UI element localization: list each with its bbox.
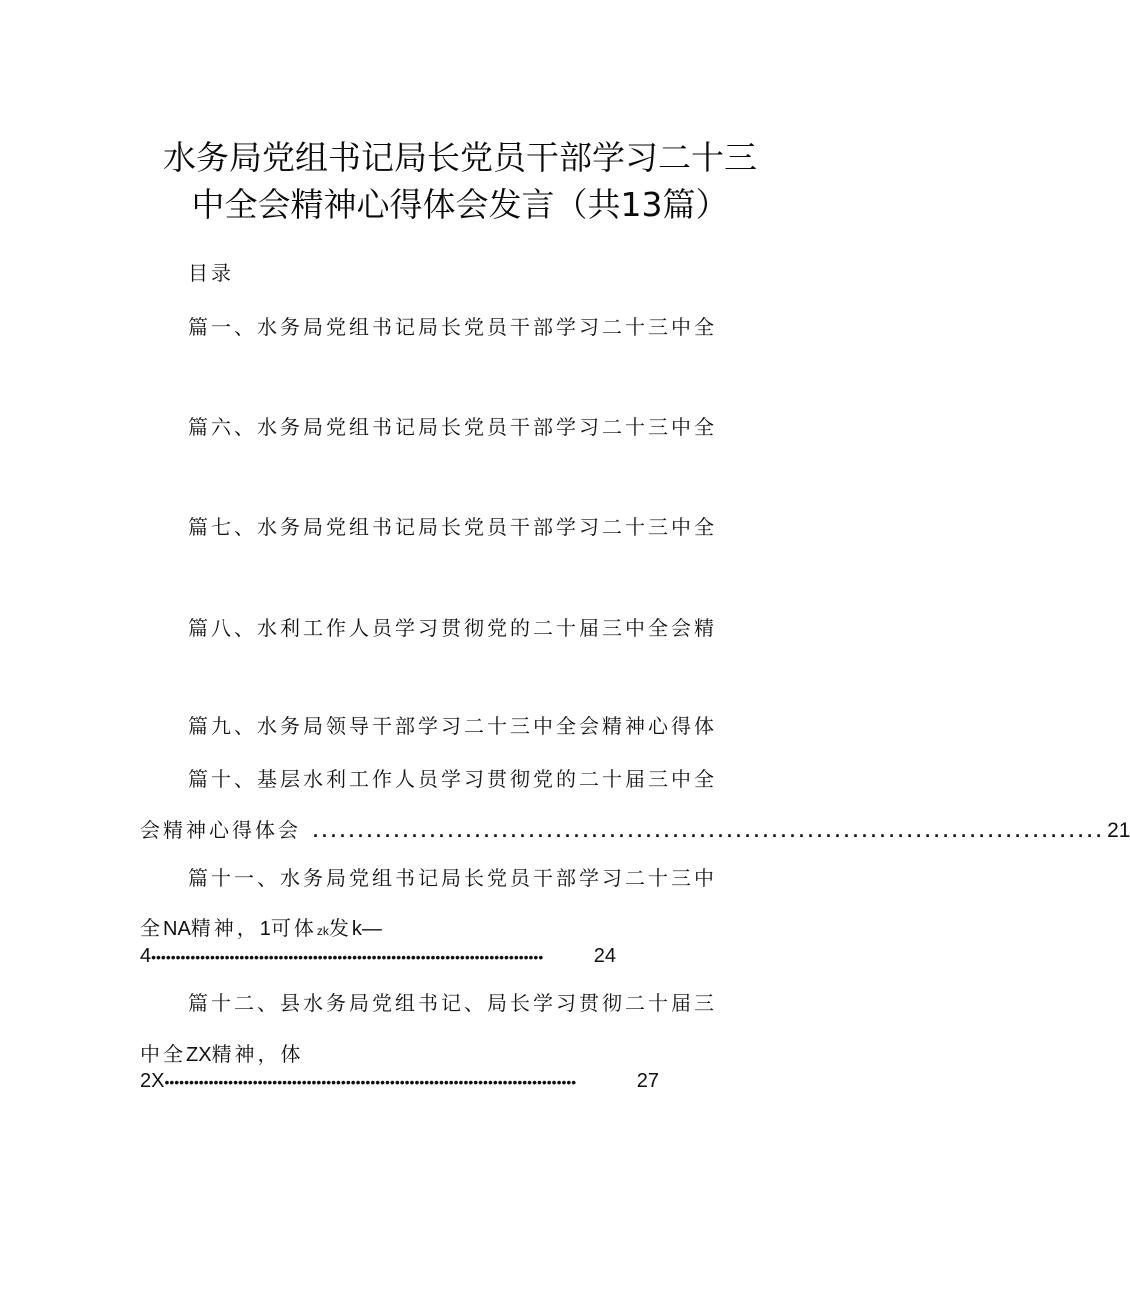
document-title-line-1: 水务局党组书记局长党员干部学习二十三 [163, 138, 757, 177]
toc-entry-10-continuation: 会精神心得体会 [140, 818, 301, 842]
toc-entry-6: 篇六、水务局党组书记局长党员干部学习二十三中全 [188, 415, 717, 439]
leader-prefix: 4 [140, 945, 152, 967]
toc-entry-12-leader [140, 1068, 659, 1094]
leader-prefix: 2X [140, 1070, 165, 1092]
toc-entry-7: 篇七、水务局党组书记局长党员干部学习二十三中全 [188, 515, 717, 539]
dot-leader: ........................................................................................ [313, 821, 1106, 841]
bullet-leader: •••••••••••••••••••••••••••••••••••••••••••••••••••••••••••••••••••••••••••••••• [151, 949, 544, 965]
bullet-leader: •••••••••••••••••••••••••••••••••••••••••••••••••••••••••••••••••••••••••••••••••••• [164, 1074, 577, 1090]
ocr-fragment: ZX [186, 1044, 212, 1066]
toc-entry-11-leader [140, 943, 616, 969]
document-title-line-2: 中全会精神心得体会发言（共13篇） [191, 185, 729, 224]
toc-entry-12-continuation [140, 1040, 304, 1069]
toc-entry-8: 篇八、水利工作人员学习贯彻党的二十届三中全会精 [188, 616, 717, 640]
toc-entry-12-page-number: 27 [636, 1070, 659, 1092]
toc-entry-1: 篇一、水务局党组书记局长党员干部学习二十三中全 [188, 315, 717, 339]
ocr-fragment: k— [351, 918, 382, 940]
toc-entry-9: 篇九、水务局领导干部学习二十三中全会精神心得体 [188, 714, 717, 738]
ocr-fragment: 可体 [270, 916, 317, 940]
toc-entry-10-leader [140, 816, 1130, 844]
ocr-fragment: 中全 [140, 1042, 186, 1066]
toc-entry-12: 篇十二、县水务局党组书记、局长学习贯彻二十届三 [188, 991, 717, 1015]
ocr-fragment: NA [163, 918, 191, 940]
ocr-fragment: zk [316, 924, 329, 938]
ocr-fragment: 1 [259, 918, 271, 940]
toc-entry-11-page-number: 24 [593, 945, 616, 967]
toc-entry-11-continuation [140, 914, 382, 945]
ocr-fragment: 全 [140, 916, 163, 940]
ocr-fragment: 精神，体 [211, 1042, 304, 1066]
ocr-fragment: 精神， [190, 916, 260, 940]
toc-entry-10-page-number: 21 [1107, 819, 1130, 842]
toc-entry-11: 篇十一、水务局党组书记局长党员干部学习二十三中 [188, 866, 717, 890]
ocr-fragment: 发 [328, 916, 352, 940]
toc-entry-10: 篇十、基层水利工作人员学习贯彻党的二十届三中全 [188, 767, 717, 791]
toc-heading: 目录 [188, 261, 234, 285]
